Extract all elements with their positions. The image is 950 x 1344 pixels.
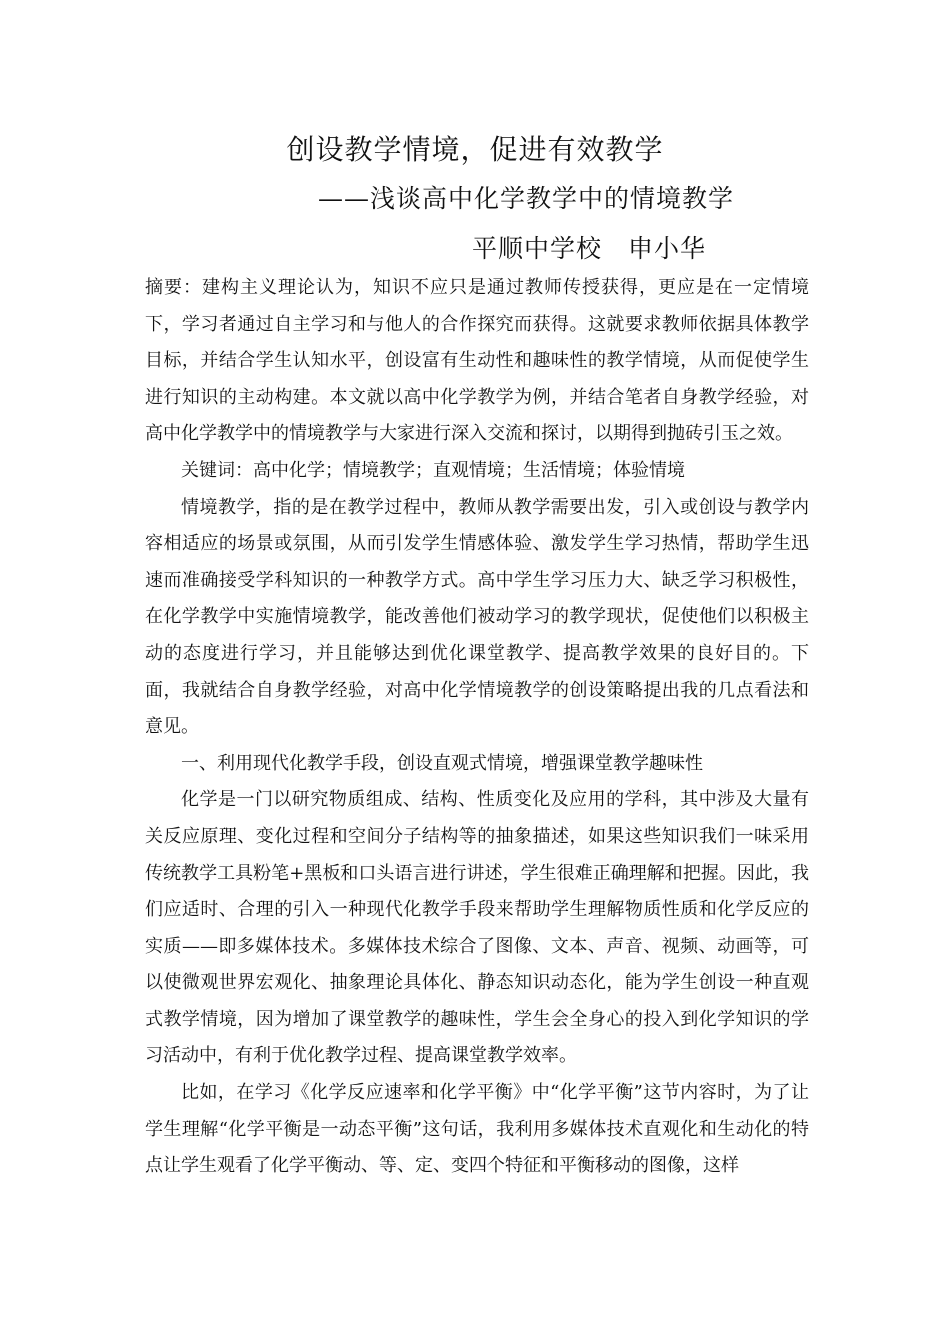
body-paragraph: 化学是一门以研究物质组成、结构、性质变化及应用的学科，其中涉及大量有关反应原理、变化过程和空间分子结构等的抽象描述，如果这些知识我们一味采用传统教学工具粉笔+黑板和口头语言进行讲述，学生很难正确理解和把握。因此，我们应适时、合理的引入一种现代化教学手段来帮助学生理解物质性质和化学反应的实质——即多媒体技术。多媒体技术综合了图像、文本、声音、视频、动画等，可以使微观世界宏观化、抽象理论具体化、静态知识动态化，能为学生创设一种直观式教学情境，因为增加了课堂教学的趣味性，学生会全身心的投入到化学知识的学习活动中，有利于优化教学过程、提高课堂教学效率。 bbox=[145, 789, 809, 1067]
section-heading: 一、利用现代化教学手段，创设直观式情境，增强课堂教学趣味性 bbox=[181, 752, 703, 774]
abstract-paragraph: 摘要：建构主义理论认为，知识不应只是通过教师传授获得，更应是在一定情境下，学习者通过自主学习和与他人的合作探究而获得。这就要求教师依据具体教学目标，并结合学生认知水平，创设富有生动性和趣味性的教学情境，从而促使学生进行知识的主动构建。本文就以高中化学教学为例，并结合笔者自身教学经验，对高中化学教学中的情境教学与大家进行深入交流和探讨，以期得到抛砖引玉之效。 bbox=[145, 277, 809, 445]
document-subtitle: ——浅谈高中化学教学中的情境教学 bbox=[318, 184, 735, 213]
author-line bbox=[472, 232, 706, 266]
body-paragraph: 情境教学，指的是在教学过程中，教师从教学需要出发，引入或创设与教学内容相适应的场景或氛围，从而引发学生情感体验、激发学生学习热情，帮助学生迅速而准确接受学科知识的一种教学方式。高中学生学习压力大、缺乏学习积极性，在化学教学中实施情境教学，能改善他们被动学习的教学现状，促使他们以积极主动的态度进行学习，并且能够达到优化课堂教学、提高教学效果的良好目的。下面，我就结合自身教学经验，对高中化学情境教学的创设策略提出我的几点看法和意见。 bbox=[145, 496, 809, 738]
document-title: 创设教学情境，促进有效教学 bbox=[286, 133, 664, 166]
author-school: 平顺中学校 bbox=[472, 234, 603, 263]
document-body bbox=[145, 270, 809, 1185]
body-paragraph: 比如，在学习《化学反应速率和化学平衡》中“化学平衡”这节内容时，为了让学生理解“化学平衡是一动态平衡”这句话，我利用多媒体技术直观化和生动化的特点让学生观看了化学平衡动、等、定、变四个特征和平衡移动的图像，这样 bbox=[145, 1082, 809, 1177]
keywords-paragraph: 关键词：高中化学；情境教学；直观情境；生活情境；体验情境 bbox=[181, 459, 685, 481]
author-name: 申小华 bbox=[628, 234, 707, 263]
